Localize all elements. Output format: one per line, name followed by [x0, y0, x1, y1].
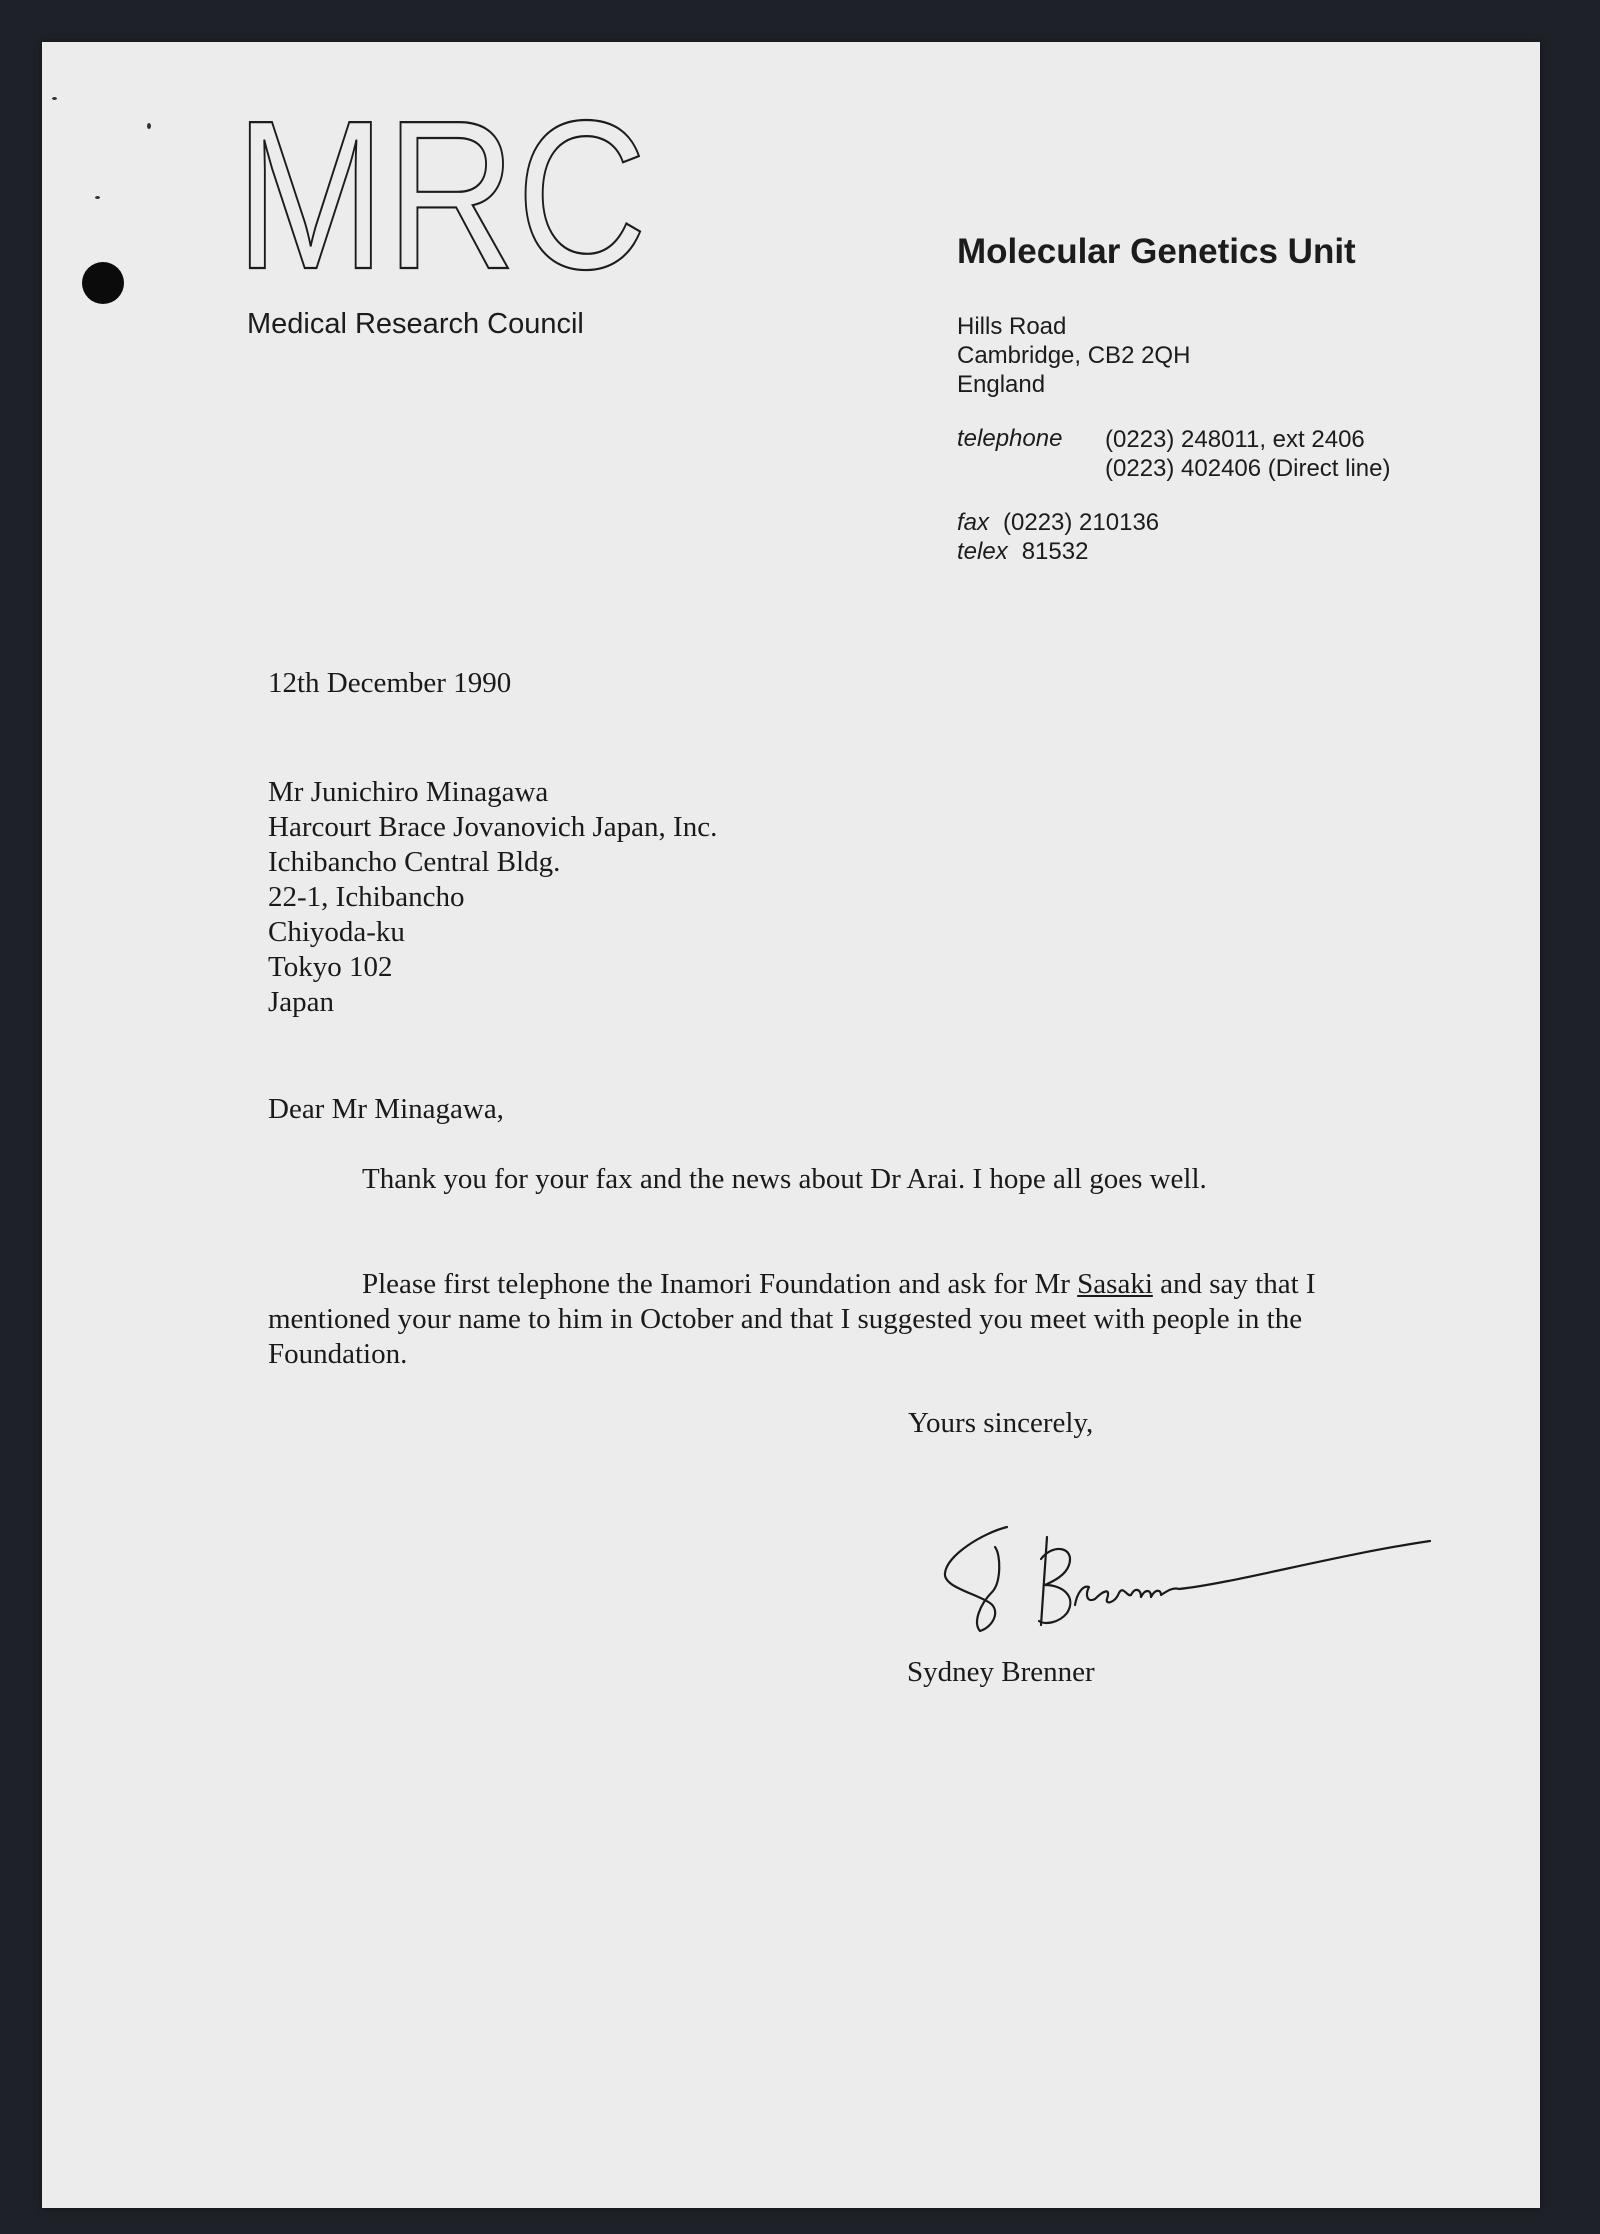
paragraph-text: and say that I mentioned your name to him in October and that I suggested you meet with people in the Foundation. — [268, 1268, 1316, 1370]
address-line: England — [957, 371, 1046, 398]
salutation: Dear Mr Minagawa, — [268, 1093, 504, 1125]
signatory-name: Sydney Brenner — [907, 1656, 1095, 1688]
recipient-line: Japan — [268, 986, 335, 1018]
body-paragraph-1: Thank you for your fax and the news about Dr Arai. I hope all goes well. — [362, 1163, 1207, 1195]
fax-value: (0223) 210136 — [1003, 509, 1160, 536]
telephone-numbers — [1105, 425, 1390, 483]
paragraph-text: Please first telephone the Inamori Foundation and ask for Mr — [362, 1268, 1078, 1300]
handwritten-signature — [935, 1495, 1440, 1635]
address-line: Cambridge, CB2 2QH — [957, 342, 1191, 369]
fax-telex-block — [957, 508, 1159, 566]
telephone-line: (0223) 248011, ext 2406 — [1105, 426, 1365, 453]
telex-label: telex — [957, 538, 1008, 565]
recipient-line: Chiyoda-ku — [268, 916, 405, 948]
fax-label: fax — [957, 509, 990, 536]
recipient-address — [268, 775, 717, 1020]
letter-page — [42, 42, 1540, 2208]
paper-speck — [147, 123, 151, 129]
unit-address — [957, 312, 1190, 399]
recipient-line: Tokyo 102 — [268, 951, 393, 983]
telex-line — [957, 537, 1159, 566]
fax-line — [957, 508, 1159, 537]
paper-speck — [52, 97, 57, 100]
recipient-line: Ichibancho Central Bldg. — [268, 846, 561, 878]
underlined-name: Sasaki — [1077, 1268, 1153, 1300]
punch-hole — [82, 262, 124, 304]
letter-date: 12th December 1990 — [268, 667, 512, 699]
telex-value: 81532 — [1021, 538, 1089, 565]
telephone-line: (0223) 402406 (Direct line) — [1105, 455, 1391, 482]
unit-name: Molecular Genetics Unit — [957, 232, 1356, 271]
mrc-logo-text: MRC — [235, 76, 647, 313]
body-paragraph-2 — [268, 1267, 1328, 1372]
closing: Yours sincerely, — [908, 1407, 1094, 1439]
address-line: Hills Road — [957, 313, 1067, 340]
organization-name: Medical Research Council — [247, 308, 584, 340]
paper-speck — [95, 196, 100, 199]
telephone-label: telephone — [957, 425, 1063, 452]
mrc-logo — [235, 76, 650, 313]
recipient-line: 22-1, Ichibancho — [268, 881, 465, 913]
recipient-line: Harcourt Brace Jovanovich Japan, Inc. — [268, 811, 718, 843]
recipient-line: Mr Junichiro Minagawa — [268, 776, 549, 808]
